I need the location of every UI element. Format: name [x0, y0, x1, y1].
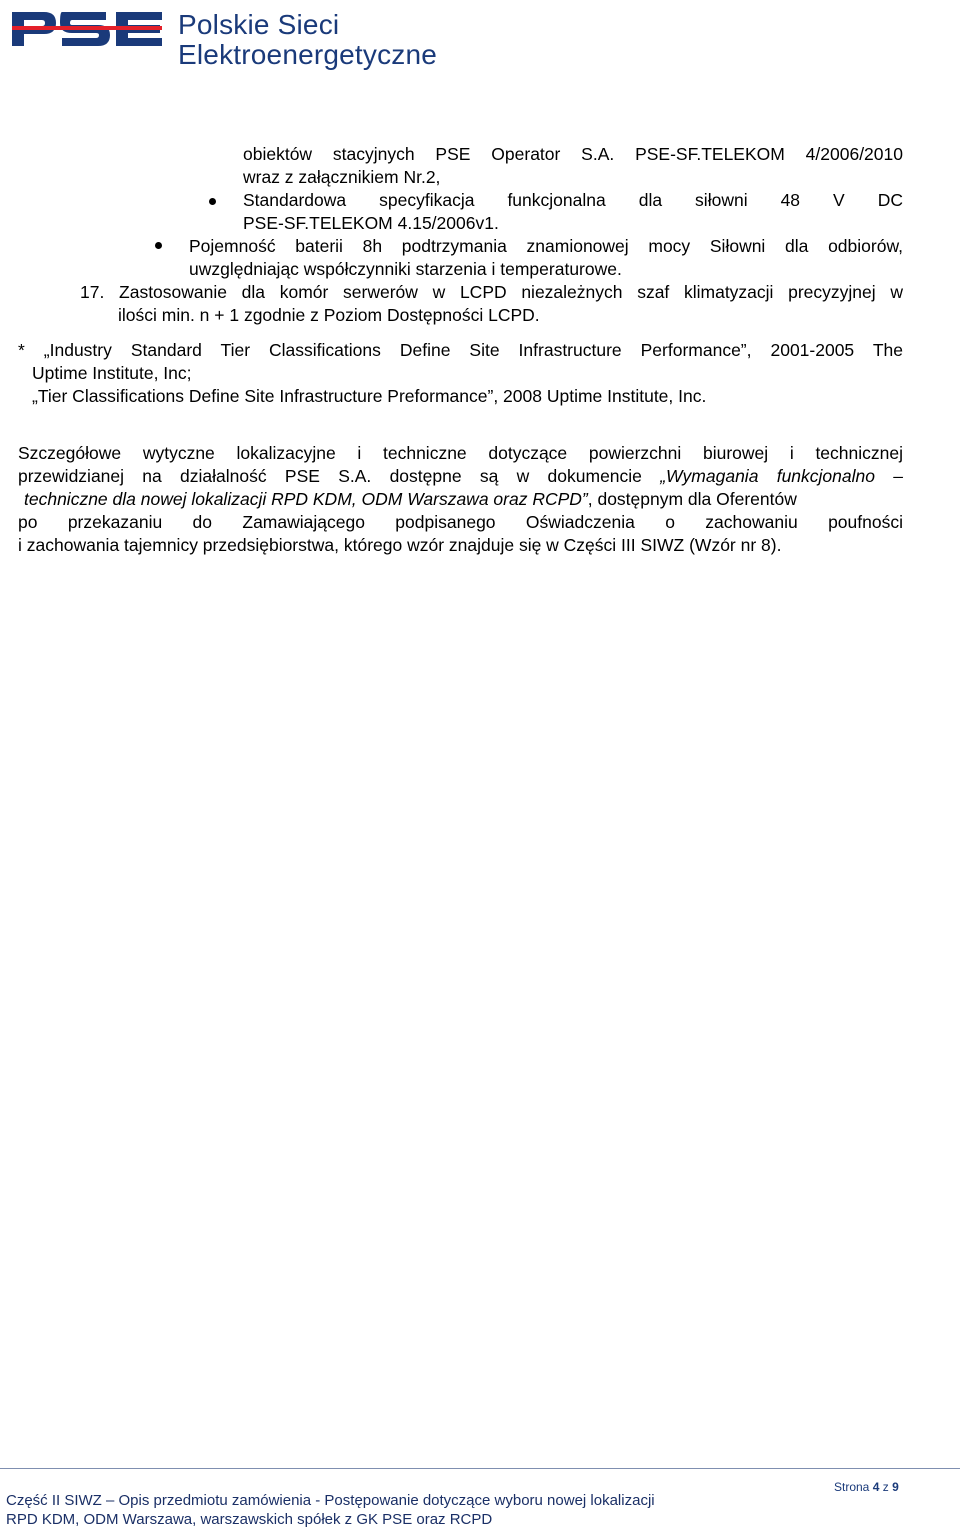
logo-wordmark	[178, 10, 437, 70]
paragraph-line: i zachowania tajemnicy przedsiębiorstwa, którego wzór znajduje się w Części III SIWZ (Wzór nr 8).	[18, 535, 782, 555]
logo-line-2: Elektroenergetyczne	[178, 39, 438, 70]
pse-logo	[10, 6, 450, 70]
body-text: obiektów stacyjnych PSE Operator S.A. PSE-SF.TELEKOM 4/2006/2010	[243, 144, 903, 164]
page-label: Strona	[834, 1480, 870, 1494]
body-line: wraz z załącznikiem Nr.2,	[243, 167, 441, 187]
numbered-item-text: ilości min. n + 1 zgodnie z Poziom Dostępności LCPD.	[118, 305, 540, 325]
logo-line-1: Polskie Sieci	[178, 9, 340, 40]
page-separator: z	[882, 1480, 889, 1494]
bullet-icon	[155, 242, 162, 249]
bullet-icon	[209, 198, 216, 205]
footnote-text: „Tier Classifications Define Site Infrastructure Preformance”, 2008 Uptime Institute, Inc.	[32, 386, 707, 406]
page-current: 4	[872, 1480, 880, 1494]
document-title: techniczne dla nowej lokalizacji RPD KDM, ODM Warszawa oraz RCPD”	[24, 489, 588, 509]
list-item-text: PSE-SF.TELEKOM 4.15/2006v1.	[243, 213, 499, 233]
footnote-text: Uptime Institute, Inc;	[32, 363, 192, 383]
list-item-text: uwzględniając współczynniki starzenia i temperaturowe.	[189, 259, 622, 279]
paragraph-line: po przekazaniu do Zamawiającego podpisanego Oświadczenia o zachowaniu poufności	[18, 512, 903, 532]
list-item-text: Standardowa specyfikacja funkcjonalna dla siłowni 48 V DC	[243, 190, 903, 210]
footnote-text: * „Industry Standard Tier Classifications Define Site Infrastructure Performance”, 2001-2005 The	[18, 340, 903, 360]
paragraph-line	[18, 465, 903, 488]
numbered-item-text: 17. Zastosowanie dla komór serwerów w LCPD niezależnych szaf klimatyzacji precyzyjnej w	[80, 282, 903, 302]
paragraph-line: Szczegółowe wytyczne lokalizacyjne i techniczne dotyczące powierzchni biurowej i technicznej	[18, 443, 903, 463]
paragraph-text: przewidzianej na działalność PSE S.A. dostępne są w dokumencie	[18, 466, 661, 486]
page-total: 9	[892, 1480, 899, 1494]
paragraph-line	[24, 488, 903, 511]
footer-line-1: Część II SIWZ – Opis przedmiotu zamówienia - Postępowanie dotyczące wyboru nowej lokalizacji	[6, 1492, 655, 1509]
list-item-text: Pojemność baterii 8h podtrzymania znamionowej mocy Siłowni dla odbiorów,	[189, 236, 903, 256]
page-number	[834, 1480, 899, 1494]
paragraph-text: , dostępnym dla Oferentów	[587, 489, 797, 509]
document-title: „Wymagania funkcjonalno –	[660, 466, 903, 486]
pse-logo-mark	[10, 6, 170, 66]
footer-divider	[0, 1468, 960, 1469]
footer-line-2: RPD KDM, ODM Warszawa, warszawskich spółek z GK PSE oraz RCPD	[6, 1511, 493, 1528]
